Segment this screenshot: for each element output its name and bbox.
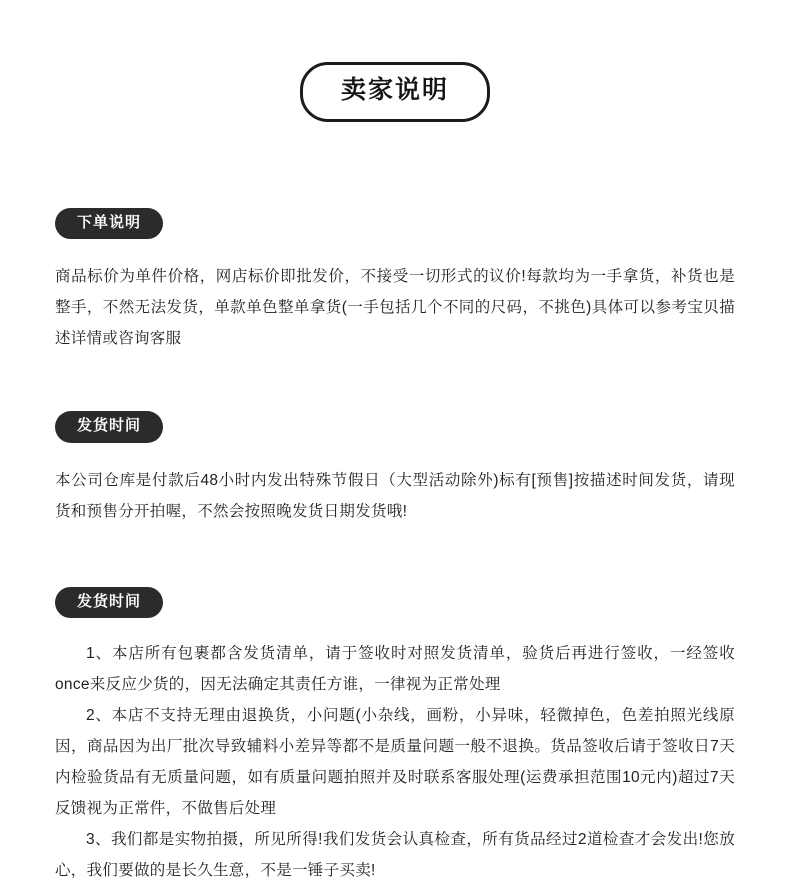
- section-shipping-time: [0, 411, 790, 527]
- page-title: 卖家说明: [300, 62, 490, 122]
- paragraph: 1、本店所有包裹都含发货清单，请于签收时对照发货清单，验货后再进行签收，一经签收once来反应少货的，因无法确定其责任方谁，一律视为正常处理: [55, 638, 735, 700]
- section-after-sales: [0, 587, 790, 886]
- section-body-after-sales: [55, 638, 735, 886]
- page-title-container: [0, 0, 790, 122]
- paragraph: 本公司仓库是付款后48小时内发出特殊节假日（大型活动除外)标有[预售]按描述时间发货，请现货和预售分开拍喔，不然会按照晚发货日期发货哦!: [55, 465, 735, 527]
- section-body-shipping-time: [55, 465, 735, 527]
- paragraph: 商品标价为单件价格，网店标价即批发价，不接受一切形式的议价!每款均为一手拿货，补货也是整手，不然无法发货，单款单色整单拿货(一手包括几个不同的尺码，不挑色)具体可以参考宝贝描述详情或咨询客服: [55, 261, 735, 354]
- paragraph: 2、本店不支持无理由退换货，小问题(小杂线，画粉，小异味，轻微掉色，色差拍照光线原因，商品因为出厂批次导致辅料小差异等都不是质量问题一般不退换。货品签收后请于签收日7天内检验货品有无质量问题，如有质量问题拍照并及时联系客服处理(运费承担范围10元内)超过7天反馈视为正常件，不做售后处理: [55, 700, 735, 824]
- section-tag-after-sales: 发货时间: [55, 587, 163, 619]
- section-tag-shipping-time: 发货时间: [55, 411, 163, 443]
- section-body-order-instructions: [55, 261, 735, 354]
- paragraph: 3、我们都是实物拍摄，所见所得!我们发货会认真检查，所有货品经过2道检查才会发出!您放心，我们要做的是长久生意，不是一锤子买卖!: [55, 824, 735, 886]
- section-tag-order-instructions: 下单说明: [55, 208, 163, 240]
- section-order-instructions: [0, 208, 790, 355]
